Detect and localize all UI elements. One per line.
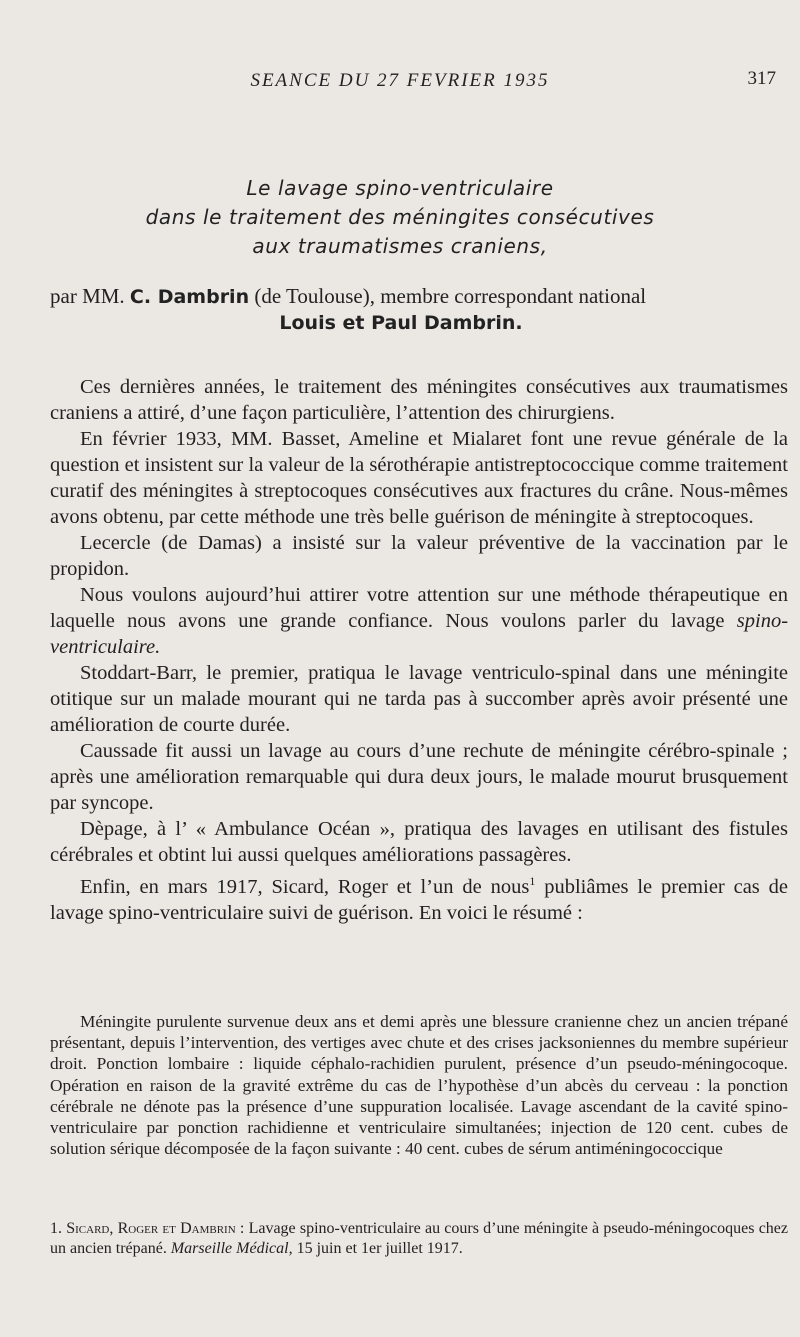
emphasized-term: spino-ventriculaire. [50,610,789,658]
byline-prefix: par MM. [50,284,125,308]
case-summary-text: Méningite purulente survenue deux ans et demi après une blessure cranienne chez un ancien trépané présentant, depuis l’intervention, des vertiges avec chute et des crises jacksoniennes du membre supérieur droit. Ponction lombaire : liquide céphalo-rachidien purulent, présence d’un pseudo-méningocoque. Opération en raison de la gravité extrême du cas de l’hypothèse d’un abcès du cerveau : la ponction cérébrale ne dénote pas la présence d’une suppuration localisée. Lavage ascendant de la cavité spino-ventriculaire par ponction rachidienne et ventriculaire simultanées; injection de 120 cent. cubes de solution sérique décomposée de la façon suivante : 40 cent. cubes de sérum antiméningococcique [50,1012,788,1159]
paragraph-text: Enfin, en mars 1917, Sicard, Roger et l’un de nous [80,875,530,898]
footnote-title: : Lavage spino-ventriculaire au cours d’une méningite à pseudo-méningocoques chez un ancien trépané. [50,1220,788,1257]
title-line-1: Le lavage spino-ventriculaire [246,176,554,200]
title-line-2: dans le traitement des méningites consécutives [145,205,655,229]
running-title: SEANCE DU 27 FEVRIER 1935 [250,70,550,91]
author-affiliation: (de Toulouse), membre correspondant national [254,284,647,308]
footnote-authors: Sicard, Roger et Dambrin [66,1220,236,1237]
paragraph: Caussade fit aussi un lavage au cours d’une rechute de méningite cérébro-spinale ; après une amélioration remarquable qui dura deux jours, le malade mourut brusquement par syncope. [50,740,788,814]
page-number: 317 [747,68,776,89]
title-line-3: aux traumatismes craniens, [252,234,548,258]
article-body [50,374,788,926]
footnote-marker: 1 [529,874,536,888]
paragraph: Dèpage, à l’ « Ambulance Océan », pratiqua des lavages en utilisant des fistules cérébrales et obtint lui aussi quelques améliorations passagères. [50,818,788,866]
paragraph: En février 1933, MM. Basset, Ameline et Mialaret font une revue générale de la question et insistent sur la valeur de la sérothérapie antistreptococcique comme traitement curatif des méningites à streptocoques consécutives aux fractures du crâne. Nous-mêmes avons obtenu, par cette méthode une très belle guérison de méningite à streptocoques. [50,428,788,528]
paragraph-text: publiâmes le premier cas de lavage spino-ventriculaire suivi de guérison. En voici le résumé : [50,875,789,924]
running-head [0,68,800,96]
paragraph-text: Nous voulons aujourd’hui attirer votre attention sur une méthode thérapeutique en laquelle nous avons une grande confiance. Nous voulons parler du lavage [50,584,788,632]
article-title [0,174,800,261]
footnote-date: 15 juin et 1er juillet 1917. [296,1240,463,1257]
first-author: C. Dambrin [129,286,250,308]
paragraph: Ces dernières années, le traitement des méningites consécutives aux traumatismes craniens a attiré, d’une façon particulière, l’attention des chirurgiens. [50,376,788,424]
footnote-number: 1. [50,1220,62,1237]
footnote [50,1219,788,1259]
paragraph [50,582,788,660]
paragraph: Stoddart-Barr, le premier, pratiqua le lavage ventriculo-spinal dans une méningite otitique sur un malade mourant qui ne tarda pas à succomber après avoir présenté une amélioration de courte durée. [50,662,788,736]
co-authors: Louis et Paul Dambrin. [279,312,523,334]
footnote-text [50,1219,788,1259]
byline-line-1 [50,283,792,310]
case-summary [50,1011,788,1159]
paragraph [50,868,788,926]
footnote-journal: Marseille Médical, [170,1240,293,1257]
byline [50,283,792,336]
paragraph: Lecercle (de Damas) a insisté sur la valeur préventive de la vaccination par le propidon. [50,532,788,580]
